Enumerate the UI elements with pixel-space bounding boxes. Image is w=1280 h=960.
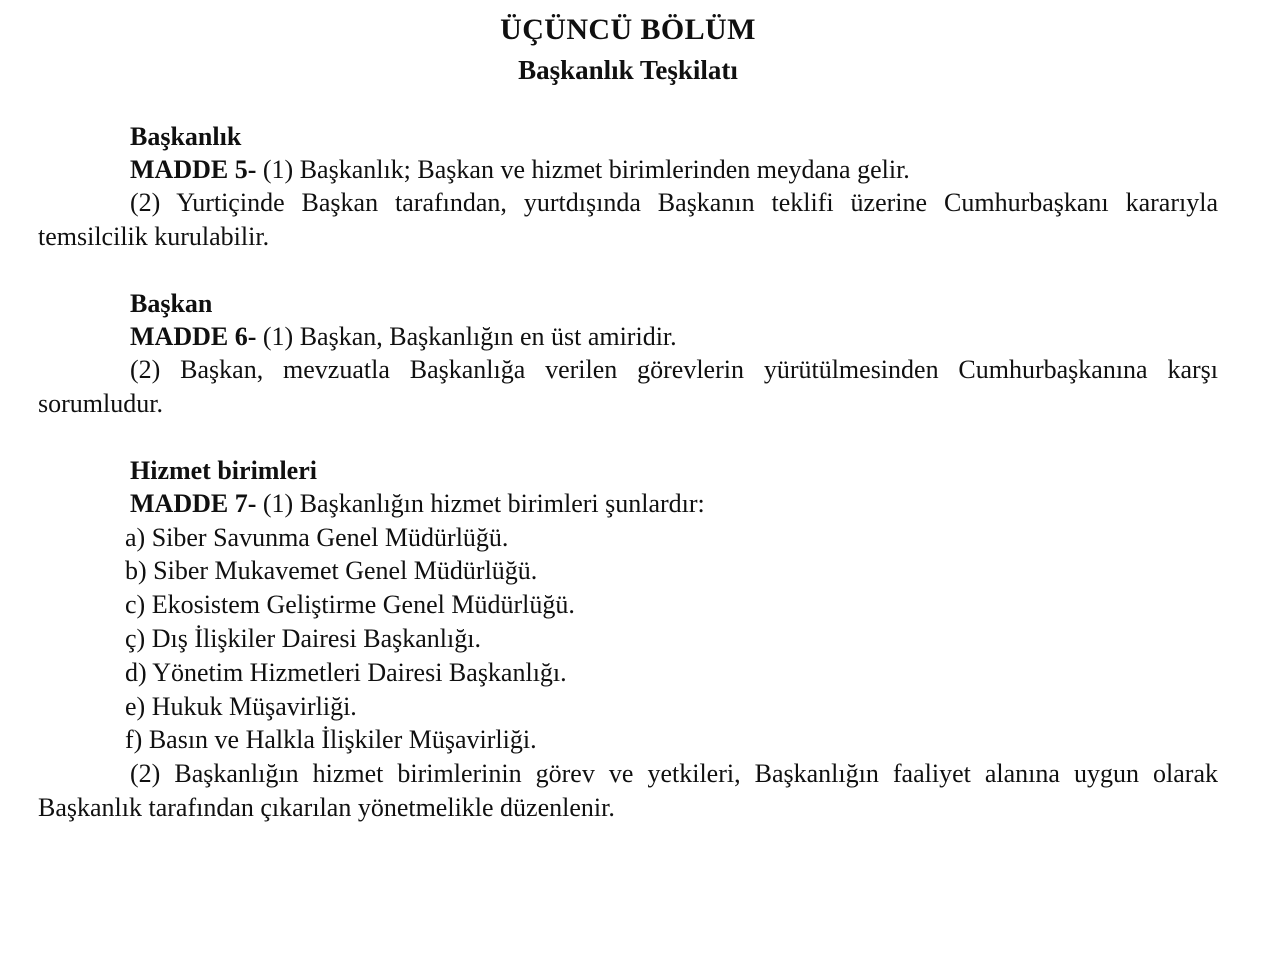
list-item: c) Ekosistem Geliştirme Genel Müdürlüğü. bbox=[125, 590, 575, 620]
article-heading-hizmet-birimleri: Hizmet birimleri bbox=[130, 456, 317, 485]
spacer bbox=[38, 421, 1218, 455]
article-5-paragraph-1 bbox=[38, 153, 1218, 187]
chapter-number-heading: ÜÇÜNCÜ BÖLÜM bbox=[500, 13, 756, 46]
article-heading-baskanlik: Başkanlık bbox=[130, 121, 242, 151]
list-item: ç) Dış İlişkiler Dairesi Başkanlığı. bbox=[125, 623, 481, 653]
article-6-paragraph-1-text: (1) Başkan, Başkanlığın en üst amiridir. bbox=[256, 321, 677, 351]
article-section-madde-7 bbox=[38, 455, 1218, 825]
madde-label-7: MADDE 7- bbox=[130, 488, 257, 518]
article-7-paragraph-1 bbox=[38, 487, 1218, 521]
document-content bbox=[38, 0, 1218, 825]
article-section-madde-5 bbox=[38, 121, 1218, 254]
madde-label-5: MADDE 5- bbox=[130, 154, 257, 184]
article-5-paragraph-1-text: (1) Başkanlık; Başkan ve hizmet birimlerinden meydana gelir. bbox=[256, 154, 910, 184]
list-item: e) Hukuk Müşavirliği. bbox=[125, 691, 357, 721]
article-7-paragraph-1-text: (1) Başkanlığın hizmet birimleri şunlardır: bbox=[256, 488, 705, 518]
article-heading-baskan: Başkan bbox=[130, 288, 213, 318]
list-item: d) Yönetim Hizmetleri Dairesi Başkanlığı. bbox=[125, 657, 567, 687]
list-item: b) Siber Mukavemet Genel Müdürlüğü. bbox=[125, 556, 538, 586]
article-7-paragraph-2: (2) Başkanlığın hizmet birimlerinin görev ve yetkileri, Başkanlığın faaliyet alanına uygun olarak Başkanlık tarafından çıkarılan yönetmelikle düzenlenir. bbox=[38, 759, 1218, 822]
chapter-title: Başkanlık Teşkilatı bbox=[518, 55, 738, 86]
spacer bbox=[38, 254, 1218, 288]
madde-label-6: MADDE 6- bbox=[130, 321, 257, 351]
article-section-madde-6 bbox=[38, 288, 1218, 421]
article-6-paragraph-1 bbox=[38, 320, 1218, 354]
list-item: f) Basın ve Halkla İlişkiler Müşavirliği. bbox=[125, 725, 537, 755]
spacer bbox=[38, 87, 1218, 121]
article-6-paragraph-2: (2) Başkan, mevzuatla Başkanlığa verilen görevlerin yürütülmesinden Cumhurbaşkanına karşı sorumludur. bbox=[38, 355, 1218, 419]
list-item: a) Siber Savunma Genel Müdürlüğü. bbox=[125, 522, 509, 552]
article-5-paragraph-2: (2) Yurtiçinde Başkan tarafından, yurtdışında Başkanın teklifi üzerine Cumhurbaşkanı kararıyla temsilcilik kurulabilir. bbox=[38, 188, 1218, 252]
